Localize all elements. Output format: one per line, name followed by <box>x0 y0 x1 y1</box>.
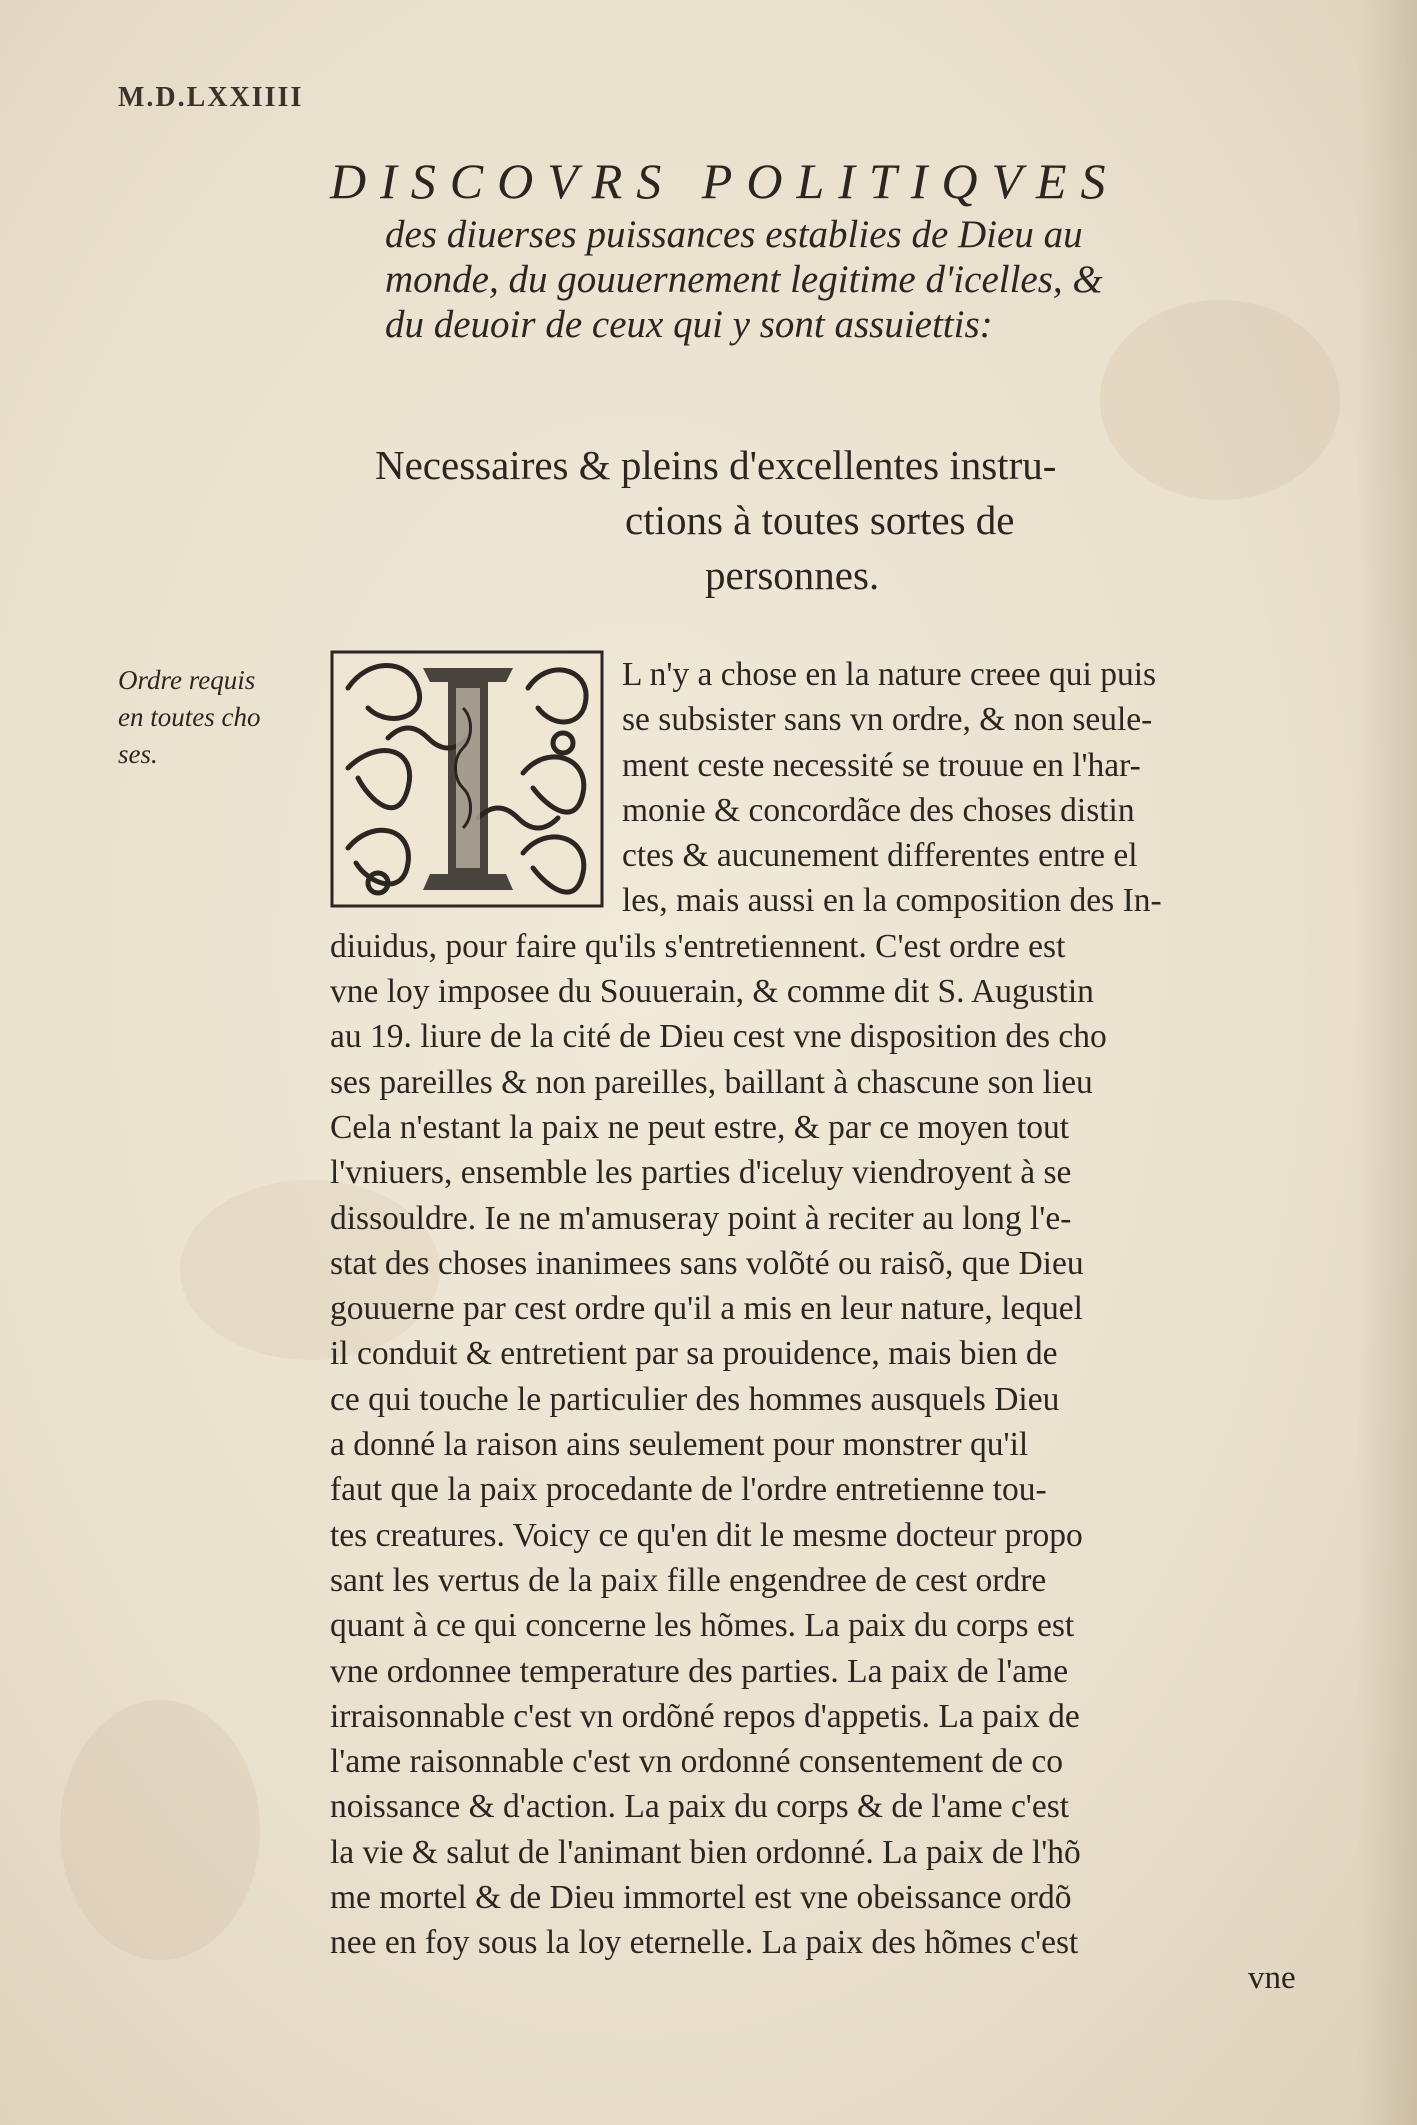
text-line: vne ordonnee temperature des parties. La paix de l'ame <box>330 1652 1069 1690</box>
text-line: L n'y a chose en la nature creee qui puis <box>622 656 1157 693</box>
text-line: tes creatures. Voicy ce qu'en dit le mesme docteur propo <box>330 1516 1083 1554</box>
margin-note-line: Ordre requis <box>118 665 256 695</box>
title-line: monde, du gouuernement legitime d'icelles, & <box>385 258 1103 301</box>
text-line: il conduit & entretient par sa prouidence, mais bien de <box>330 1335 1058 1373</box>
title-block <box>330 150 1330 347</box>
subtitle <box>330 438 1330 603</box>
title-line: du deuoir de ceux qui y sont assuiettis: <box>385 303 993 346</box>
text-line: faut que la paix procedante de l'ordre entretienne tou- <box>330 1471 1047 1509</box>
running-head: M.D.LXXIIII <box>118 82 304 113</box>
text-line: ce qui touche le particulier des hommes ausquels Dieu <box>330 1380 1060 1418</box>
subtitle-line: Necessaires & pleins d'excellentes instru- <box>375 442 1057 488</box>
subtitle-line: personnes. <box>705 552 880 598</box>
text-line: a donné la raison ains seulement pour monstrer qu'il <box>330 1426 1029 1464</box>
text-line: l'ame raisonnable c'est vn ordonné consentement de co <box>330 1743 1063 1781</box>
text-line: gouuerne par cest ordre qu'il a mis en leur nature, lequel <box>330 1290 1083 1328</box>
text-line: me mortel & de Dieu immortel est vne obeissance ordõ <box>330 1879 1072 1917</box>
margin-note <box>118 662 328 773</box>
text-line: ctes & aucunement differentes entre el <box>622 837 1138 875</box>
paper-stain <box>60 1700 260 1960</box>
text-line: monie & concordãce des choses distin <box>622 791 1135 829</box>
body-text <box>330 652 1315 1966</box>
text-line: quant à ce qui concerne les hõmes. La paix du corps est <box>330 1607 1075 1645</box>
text-line: se subsister sans vn ordre, & non seule- <box>622 701 1153 739</box>
text-line: l'vniuers, ensemble les parties d'iceluy viendroyent à se <box>330 1154 1072 1192</box>
text-line: irraisonnable c'est vn ordõné repos d'appetis. La paix de <box>330 1697 1080 1735</box>
page-edge-shadow <box>1357 0 1417 2125</box>
text-line: noissance & d'action. La paix du corps & de l'ame c'est <box>330 1788 1070 1826</box>
text-line: stat des choses inanimees sans volõté ou raisõ, que Dieu <box>330 1244 1084 1282</box>
text-line: nee en foy sous la loy eternelle. La paix des hõmes c'est <box>330 1924 1079 1962</box>
subtitle-line: ctions à toutes sortes de <box>625 497 1015 543</box>
margin-note-line: en toutes cho <box>118 702 261 732</box>
text-line: Cela n'estant la paix ne peut estre, & par ce moyen tout <box>330 1108 1070 1146</box>
text-line: les, mais aussi en la composition des In- <box>622 882 1162 920</box>
catchword: vne <box>1248 1960 1296 1996</box>
text-line: la vie & salut de l'animant bien ordonné. La paix de l'hõ <box>330 1833 1081 1871</box>
text-line: sant les vertus de la paix fille engendree de cest ordre <box>330 1561 1047 1599</box>
margin-note-line: ses. <box>118 739 158 769</box>
text-line: diuidus, pour faire qu'ils s'entretiennent. C'est ordre est <box>330 927 1066 965</box>
text-line: ses pareilles & non pareilles, baillant à chascune son lieu <box>330 1063 1093 1101</box>
text-line: ment ceste necessité se trouue en l'har- <box>622 746 1141 784</box>
text-line: au 19. liure de la cité de Dieu cest vne disposition des cho <box>330 1018 1107 1056</box>
text-line: dissouldre. Ie ne m'amuseray point à reciter au long l'e- <box>330 1199 1072 1237</box>
title-caps: DISCOVRS POLITIQVES <box>330 153 1120 209</box>
title-line: des diuerses puissances establies de Dieu au <box>385 213 1083 256</box>
text-line: vne loy imposee du Souuerain, & comme dit S. Augustin <box>330 973 1094 1011</box>
